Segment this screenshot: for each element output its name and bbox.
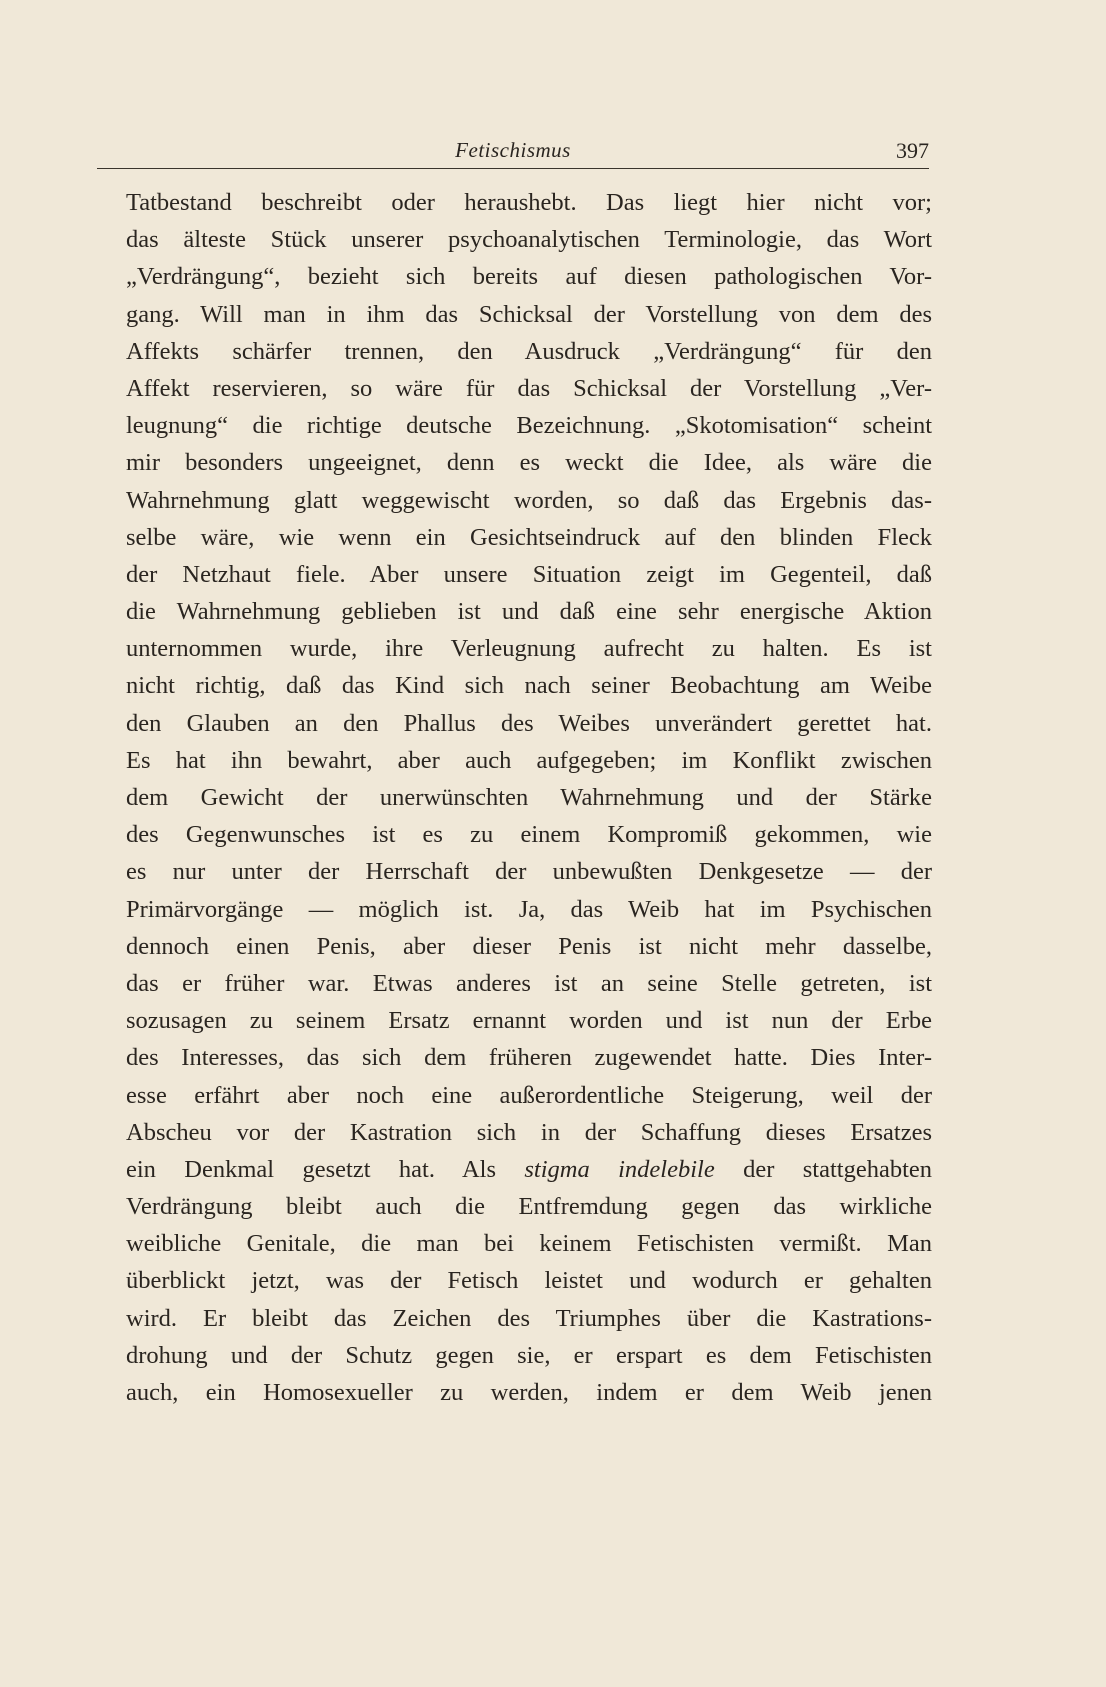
text-line: selbe wäre, wie wenn ein Gesichtseindruck auf den blinden Fleck bbox=[126, 523, 932, 551]
text-line: Affekts schärfer trennen, den Ausdruck „Verdrängung“ für den bbox=[126, 337, 932, 365]
text-line: „Verdrängung“, bezieht sich bereits auf diesen pathologischen Vor- bbox=[126, 263, 932, 291]
text-segment: ein Denkmal gesetzt hat. Als bbox=[126, 1155, 525, 1183]
text-line: Es hat ihn bewahrt, aber auch aufgegeben; im Konflikt zwischen bbox=[126, 746, 932, 774]
text-line: Affekt reservieren, so wäre für das Schicksal der Vorstellung „Ver- bbox=[126, 374, 932, 402]
text-line: des Interesses, das sich dem früheren zugewendet hatte. Dies Inter- bbox=[126, 1044, 932, 1072]
text-line: Verdrängung bleibt auch die Entfremdung gegen das wirkliche bbox=[126, 1193, 932, 1221]
text-line: gang. Will man in ihm das Schicksal der Vorstellung von dem des bbox=[126, 300, 932, 328]
text-line: Tatbestand beschreibt oder heraushebt. Das liegt hier nicht vor; bbox=[126, 189, 932, 216]
italic-phrase: stigma indelebile bbox=[524, 1155, 715, 1183]
text-segment: der stattgehabten bbox=[714, 1155, 932, 1183]
text-line: drohung und der Schutz gegen sie, er erspart es dem Fetischisten bbox=[126, 1341, 932, 1369]
text-line: wird. Er bleibt das Zeichen des Triumphes über die Kastrations- bbox=[126, 1304, 932, 1332]
text-line: mir besonders ungeeignet, denn es weckt die Idee, als wäre die bbox=[126, 449, 932, 477]
text-line: es nur unter der Herrschaft der unbewußten Denkgesetze — der bbox=[126, 858, 932, 886]
text-line: das er früher war. Etwas anderes ist an seine Stelle getreten, ist bbox=[126, 969, 932, 997]
running-header bbox=[97, 134, 929, 169]
text-line: nicht richtig, daß das Kind sich nach seiner Beobachtung am Weibe bbox=[126, 672, 932, 700]
text-line: unternommen wurde, ihre Verleugnung aufrecht zu halten. Es ist bbox=[126, 635, 932, 663]
page-number: 397 bbox=[896, 138, 929, 163]
text-line-with-italic bbox=[126, 1151, 932, 1188]
body-text bbox=[126, 184, 932, 1411]
text-line: Wahrnehmung glatt weggewischt worden, so daß das Ergebnis das- bbox=[126, 486, 932, 514]
text-line: der Netzhaut fiele. Aber unsere Situation zeigt im Gegenteil, daß bbox=[126, 560, 932, 588]
text-line: das älteste Stück unserer psychoanalytischen Terminologie, das Wort bbox=[126, 226, 932, 254]
text-line: auch, ein Homosexueller zu werden, indem er dem Weib jenen bbox=[126, 1379, 932, 1406]
text-line: sozusagen zu seinem Ersatz ernannt worden und ist nun der Erbe bbox=[126, 1007, 932, 1035]
text-line: esse erfährt aber noch eine außerordentliche Steigerung, weil der bbox=[126, 1081, 932, 1109]
text-line: die Wahrnehmung geblieben ist und daß eine sehr energische Aktion bbox=[126, 598, 932, 626]
text-line: den Glauben an den Phallus des Weibes unverändert gerettet hat. bbox=[126, 709, 932, 737]
text-line: weibliche Genitale, die man bei keinem Fetischisten vermißt. Man bbox=[126, 1230, 932, 1258]
text-line: dennoch einen Penis, aber dieser Penis ist nicht mehr dasselbe, bbox=[126, 932, 932, 960]
text-line: Primärvorgänge — möglich ist. Ja, das Weib hat im Psychischen bbox=[126, 895, 932, 923]
text-line: leugnung“ die richtige deutsche Bezeichnung. „Skotomisation“ scheint bbox=[126, 412, 932, 440]
text-line: überblickt jetzt, was der Fetisch leistet und wodurch er gehalten bbox=[126, 1267, 932, 1295]
text-line: Abscheu vor der Kastration sich in der Schaffung dieses Ersatzes bbox=[126, 1118, 932, 1146]
text-line: dem Gewicht der unerwünschten Wahrnehmung und der Stärke bbox=[126, 784, 932, 811]
running-title: Fetischismus bbox=[455, 138, 571, 162]
text-line: des Gegenwunsches ist es zu einem Kompromiß gekommen, wie bbox=[126, 821, 932, 849]
